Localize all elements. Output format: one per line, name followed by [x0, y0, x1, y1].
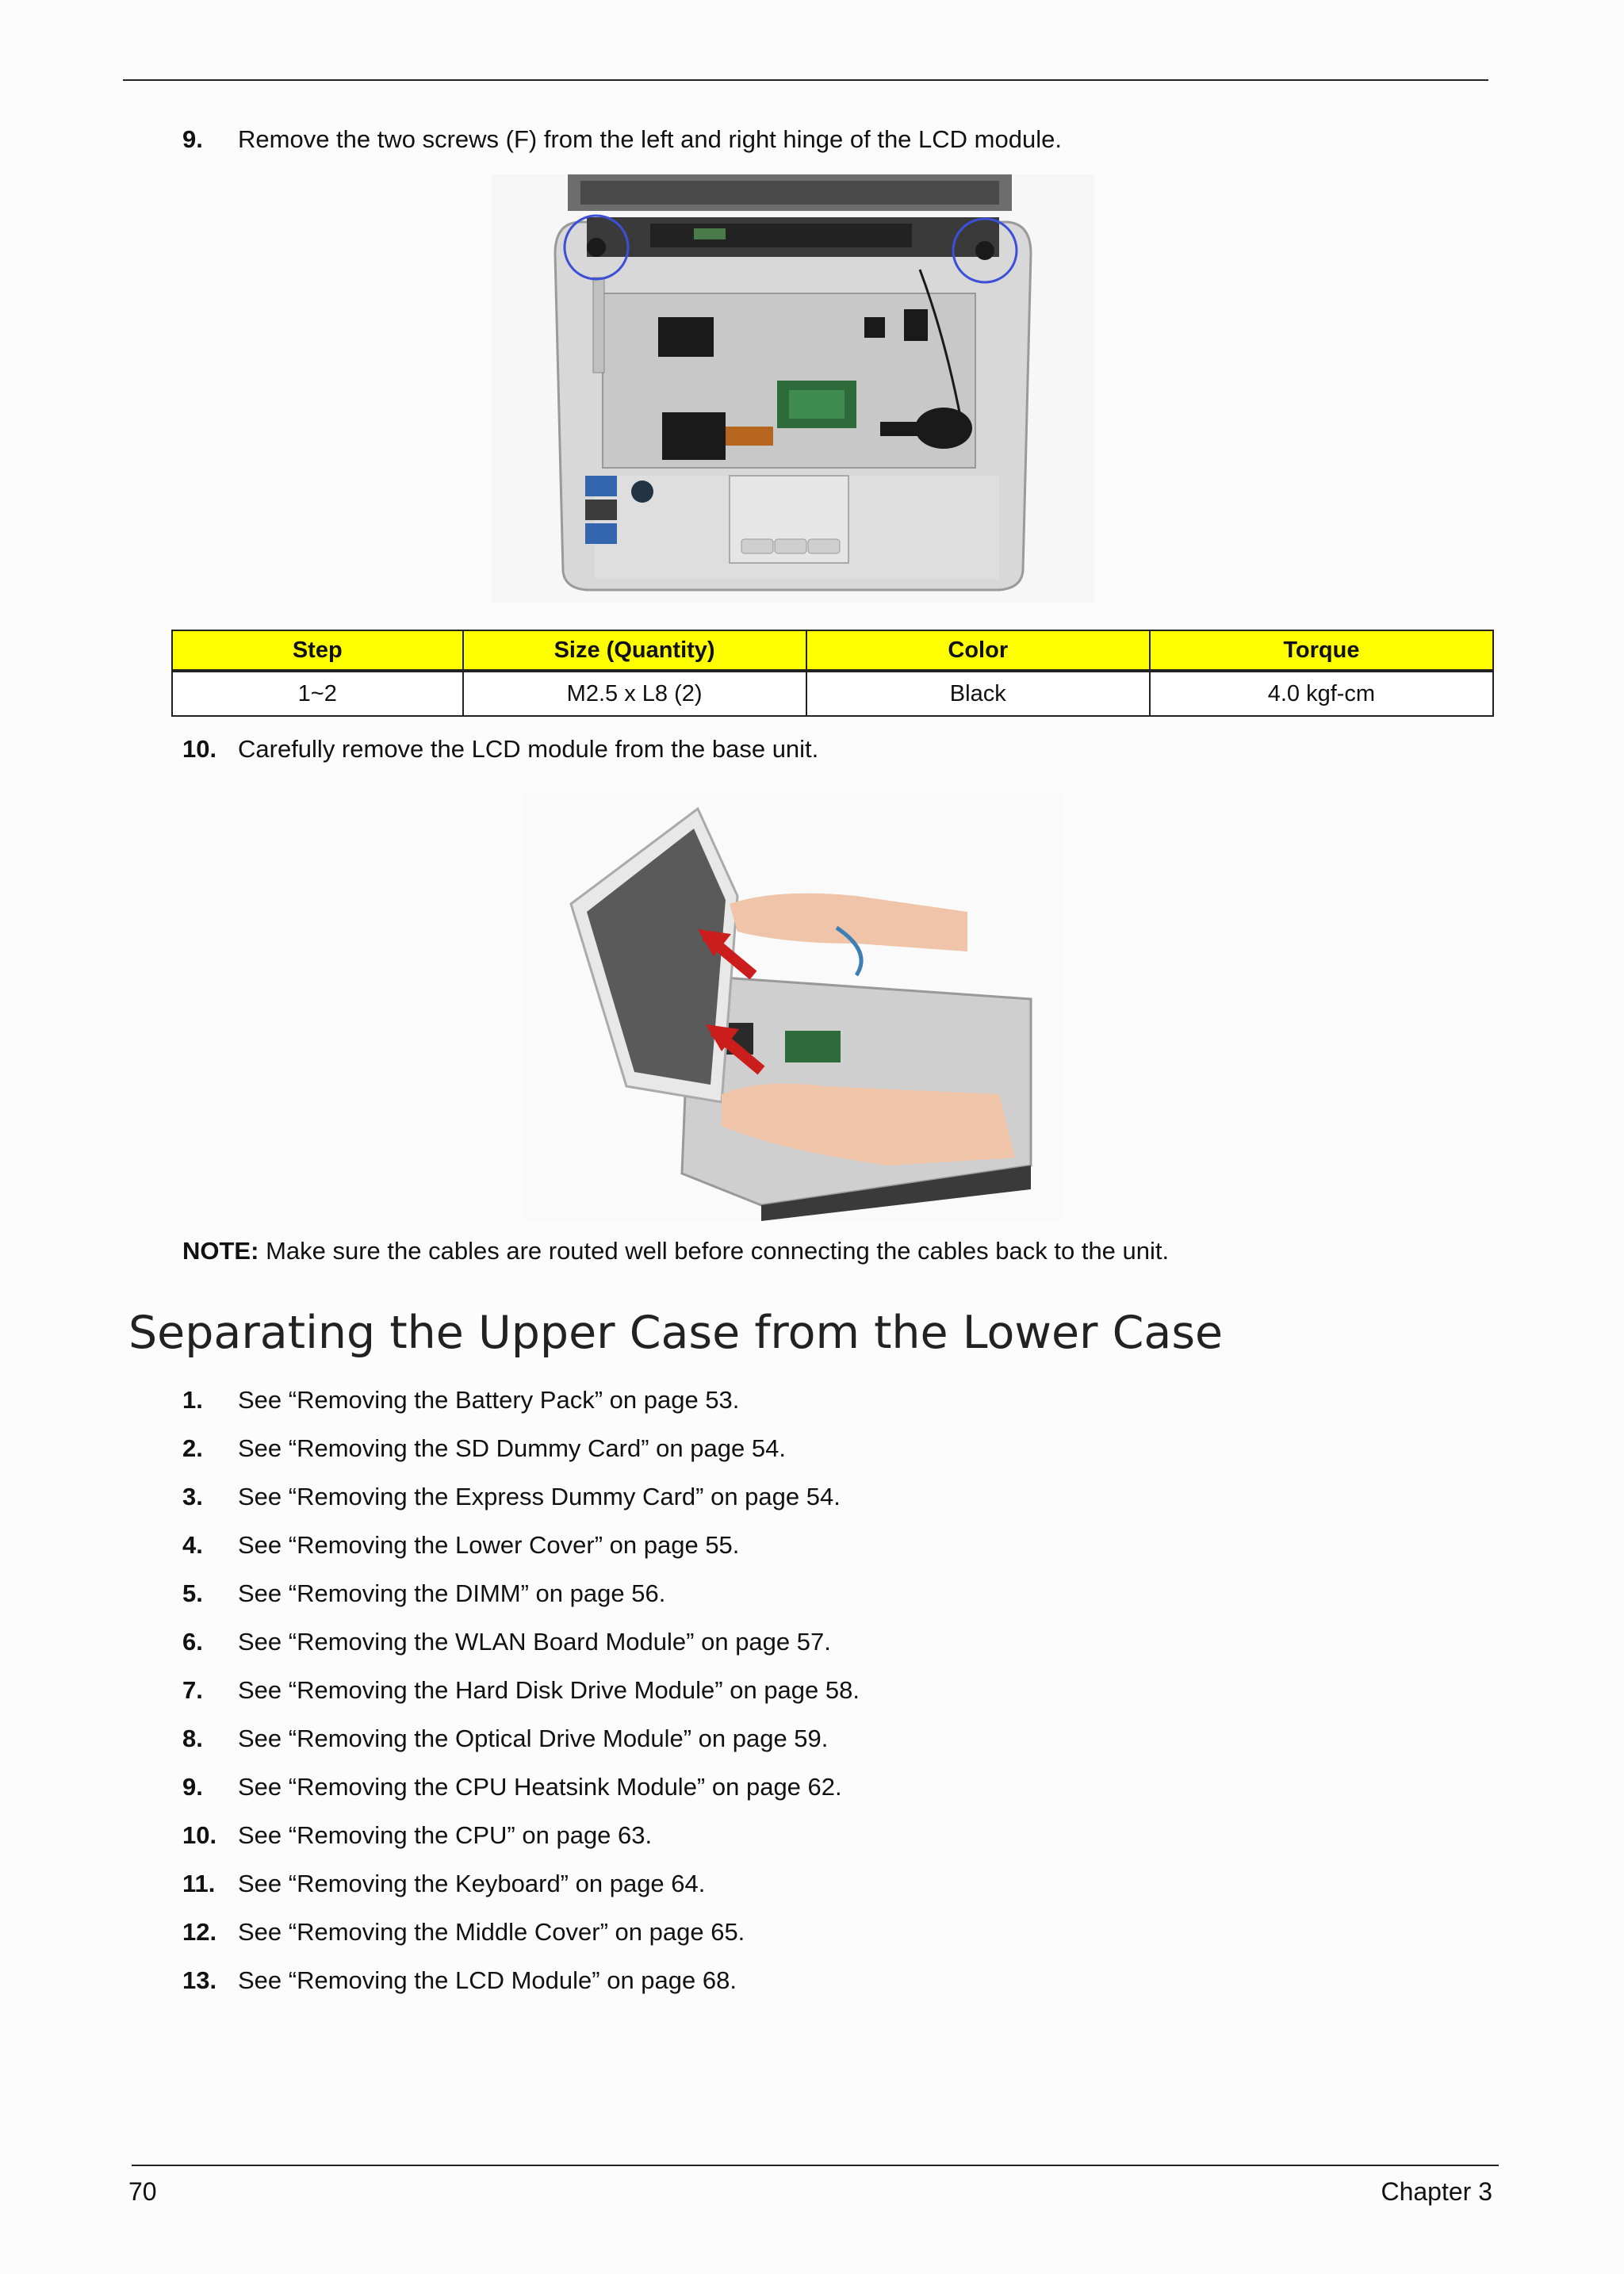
- table-header-row: [172, 630, 1493, 671]
- section-heading: Separating the Upper Case from the Lower Case: [128, 1307, 1224, 1359]
- step-text: See “Removing the Express Dummy Card” on page 54.: [238, 1483, 841, 1510]
- screw-spec-table: [171, 630, 1494, 717]
- step-number: 3.: [182, 1483, 203, 1510]
- chapter-label: Chapter 3: [1381, 2177, 1492, 2206]
- step-number: 13.: [182, 1966, 217, 1994]
- cell-color: Black: [806, 671, 1150, 716]
- step-text: See “Removing the Hard Disk Drive Module” on page 58.: [238, 1676, 860, 1704]
- cell-step: 1~2: [172, 671, 463, 716]
- column-header-color: Color: [806, 630, 1150, 671]
- laptop-hinge-screws-photo: [492, 174, 1094, 603]
- table-row: [172, 671, 1493, 716]
- step-text: Carefully remove the LCD module from the base unit.: [238, 735, 819, 763]
- step-text: See “Removing the CPU Heatsink Module” on page 62.: [238, 1773, 842, 1801]
- cell-torque: 4.0 kgf-cm: [1150, 671, 1493, 716]
- step-number: 7.: [182, 1676, 203, 1704]
- column-header-torque: Torque: [1150, 630, 1493, 671]
- step-number: 1.: [182, 1386, 203, 1414]
- page-number: 70: [128, 2177, 157, 2206]
- step-text: See “Removing the Middle Cover” on page 65.: [238, 1918, 745, 1946]
- step-text: See “Removing the CPU” on page 63.: [238, 1821, 653, 1849]
- step-number: 6.: [182, 1628, 203, 1656]
- note-text: Make sure the cables are routed well before connecting the cables back to the unit.: [266, 1237, 1170, 1265]
- step-number: 4.: [182, 1531, 203, 1559]
- column-header-step: Step: [172, 630, 463, 671]
- step-text: See “Removing the Optical Drive Module” on page 59.: [238, 1725, 829, 1752]
- footer-rule: [132, 2165, 1499, 2166]
- step-number: 5.: [182, 1579, 203, 1607]
- step-number: 2.: [182, 1434, 203, 1462]
- lcd-removal-photo: [523, 793, 1063, 1221]
- step-number: 11.: [182, 1870, 216, 1897]
- step-text: Remove the two screws (F) from the left and right hinge of the LCD module.: [238, 125, 1062, 153]
- step-text: See “Removing the WLAN Board Module” on page 57.: [238, 1628, 831, 1656]
- note-cable-routing: [182, 1235, 1169, 1267]
- step-number: 9.: [182, 1773, 203, 1801]
- step-text: See “Removing the Keyboard” on page 64.: [238, 1870, 706, 1897]
- step-text: See “Removing the SD Dummy Card” on page 54.: [238, 1434, 786, 1462]
- step-text: See “Removing the Battery Pack” on page 53.: [238, 1386, 740, 1414]
- step-text: See “Removing the DIMM” on page 56.: [238, 1579, 666, 1607]
- step-number: 12.: [182, 1918, 217, 1946]
- step-text: See “Removing the Lower Cover” on page 55.: [238, 1531, 740, 1559]
- cell-size: M2.5 x L8 (2): [463, 671, 806, 716]
- step-number: 10.: [182, 1821, 217, 1849]
- header-rule: [123, 79, 1488, 81]
- step-number: 10.: [182, 735, 217, 763]
- step-number: 9.: [182, 125, 203, 153]
- note-label: NOTE:: [182, 1237, 259, 1265]
- step-number: 8.: [182, 1725, 203, 1752]
- step-text: See “Removing the LCD Module” on page 68.: [238, 1966, 737, 1994]
- column-header-size: Size (Quantity): [463, 630, 806, 671]
